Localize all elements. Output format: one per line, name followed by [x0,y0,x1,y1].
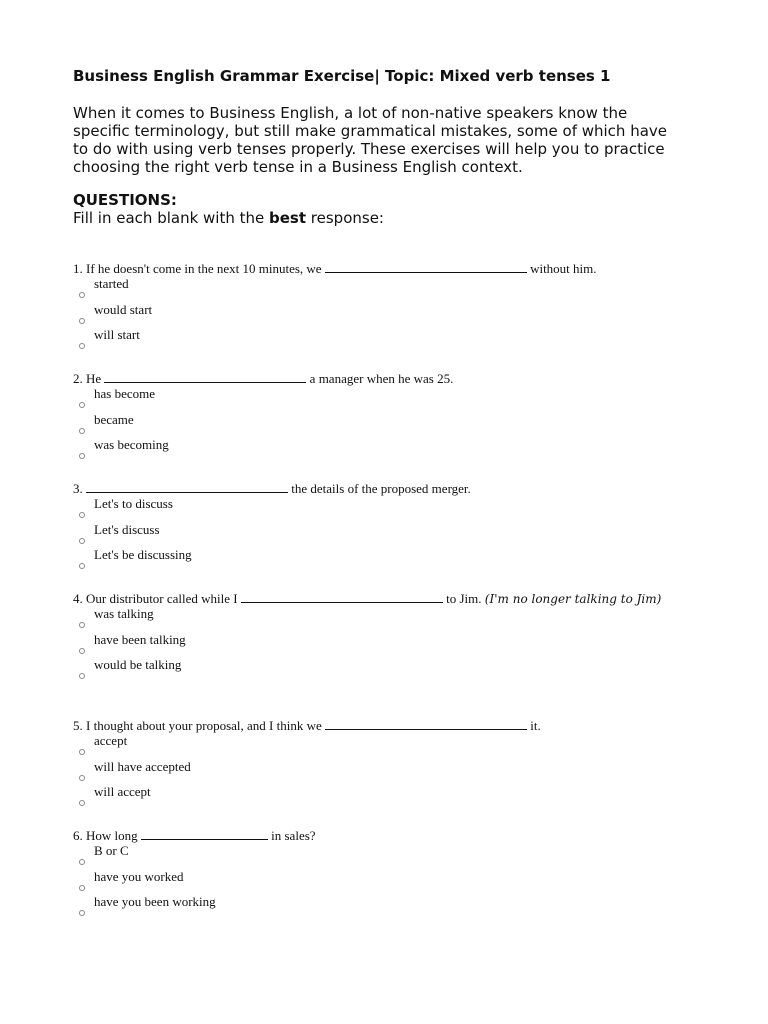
radio-button[interactable] [79,749,85,755]
option-label[interactable]: have you been working [94,894,216,910]
option[interactable] [73,438,693,464]
option[interactable] [73,277,693,303]
prompt-before: 3. [73,481,83,496]
question-4 [73,591,693,684]
option[interactable] [73,413,693,439]
intro-paragraph [73,104,713,176]
option-label[interactable]: B or C [94,843,129,858]
answer-blank [104,371,306,383]
radio-button[interactable] [79,343,85,349]
prompt-before: 4. Our distributor called while I [73,591,238,606]
option-label[interactable]: became [94,411,134,427]
option-label[interactable]: was talking [94,606,154,621]
question-prompt [73,261,693,277]
question-prompt [73,481,693,497]
option[interactable] [73,734,693,760]
prompt-after: to Jim. [446,591,482,606]
prompt-after: without him. [530,261,597,276]
option-label[interactable]: would be talking [94,657,182,673]
option[interactable] [73,303,693,329]
question-prompt [73,718,693,734]
option-label[interactable]: accept [94,733,128,748]
option[interactable] [73,658,693,684]
option-label[interactable]: will accept [94,784,151,800]
question-prompt [73,591,693,607]
prompt-after: in sales? [271,828,316,843]
intro-line: to do with using verb tenses properly. These exercises will help you to practice [73,140,665,158]
prompt-before: 6. How long [73,828,138,843]
radio-button[interactable] [79,512,85,518]
question-note: (I'm no longer talking to Jim) [484,592,662,606]
answer-blank [141,828,268,840]
radio-button[interactable] [79,428,85,434]
prompt-before: 2. He [73,371,102,386]
radio-button[interactable] [79,800,85,806]
option-label[interactable]: will have accepted [94,758,191,774]
radio-button[interactable] [79,318,85,324]
page-title: Business English Grammar Exercise| Topic: Mixed verb tenses 1 [73,67,611,85]
instructions-before: Fill in each blank with the [73,209,270,227]
answer-blank [325,261,527,273]
prompt-after: the details of the proposed merger. [291,481,471,496]
questions-heading: QUESTIONS: [73,191,177,209]
intro-line: choosing the right verb tense in a Business English context. [73,158,523,176]
answer-blank [241,591,443,603]
option[interactable] [73,523,693,549]
question-6 [73,828,693,921]
option[interactable] [73,870,693,896]
option[interactable] [73,387,693,413]
question-2 [73,371,693,464]
radio-button[interactable] [79,402,85,408]
option[interactable] [73,895,693,921]
option-label[interactable]: Let's be discussing [94,547,192,563]
radio-button[interactable] [79,538,85,544]
radio-button[interactable] [79,859,85,865]
question-1 [73,261,693,354]
instructions-emphasis: best [269,209,307,227]
option[interactable] [73,760,693,786]
radio-button[interactable] [79,673,85,679]
option-label[interactable]: started [94,276,129,291]
option-label[interactable]: Let's to discuss [94,496,173,511]
option-label[interactable]: have been talking [94,631,186,647]
option[interactable] [73,328,693,354]
option-label[interactable]: has become [94,386,156,401]
question-3 [73,481,693,574]
radio-button[interactable] [79,775,85,781]
prompt-before: 5. I thought about your proposal, and I think we [73,718,322,733]
question-5 [73,718,693,811]
radio-button[interactable] [79,648,85,654]
intro-line: When it comes to Business English, a lot of non-native speakers know the [73,104,628,122]
option-label[interactable]: have you worked [94,868,184,884]
radio-button[interactable] [79,910,85,916]
option[interactable] [73,844,693,870]
option-label[interactable]: was becoming [94,437,169,453]
option[interactable] [73,548,693,574]
intro-line: specific terminology, but still make grammatical mistakes, some of which have [73,122,668,140]
option-label[interactable]: Let's discuss [94,521,160,537]
question-prompt [73,371,693,387]
instructions-after: response: [306,209,384,227]
radio-button[interactable] [79,563,85,569]
option-label[interactable]: would start [94,301,153,317]
option[interactable] [73,497,693,523]
option[interactable] [73,785,693,811]
question-prompt [73,828,693,844]
option-label[interactable]: will start [94,327,140,343]
radio-button[interactable] [79,885,85,891]
prompt-before: 1. If he doesn't come in the next 10 minutes, we [73,261,322,276]
radio-button[interactable] [79,622,85,628]
prompt-after: a manager when he was 25. [309,371,454,386]
answer-blank [325,718,527,730]
radio-button[interactable] [79,453,85,459]
answer-blank [86,481,288,493]
prompt-after: it. [530,718,541,733]
option[interactable] [73,633,693,659]
instructions [73,209,384,227]
option[interactable] [73,607,693,633]
radio-button[interactable] [79,292,85,298]
